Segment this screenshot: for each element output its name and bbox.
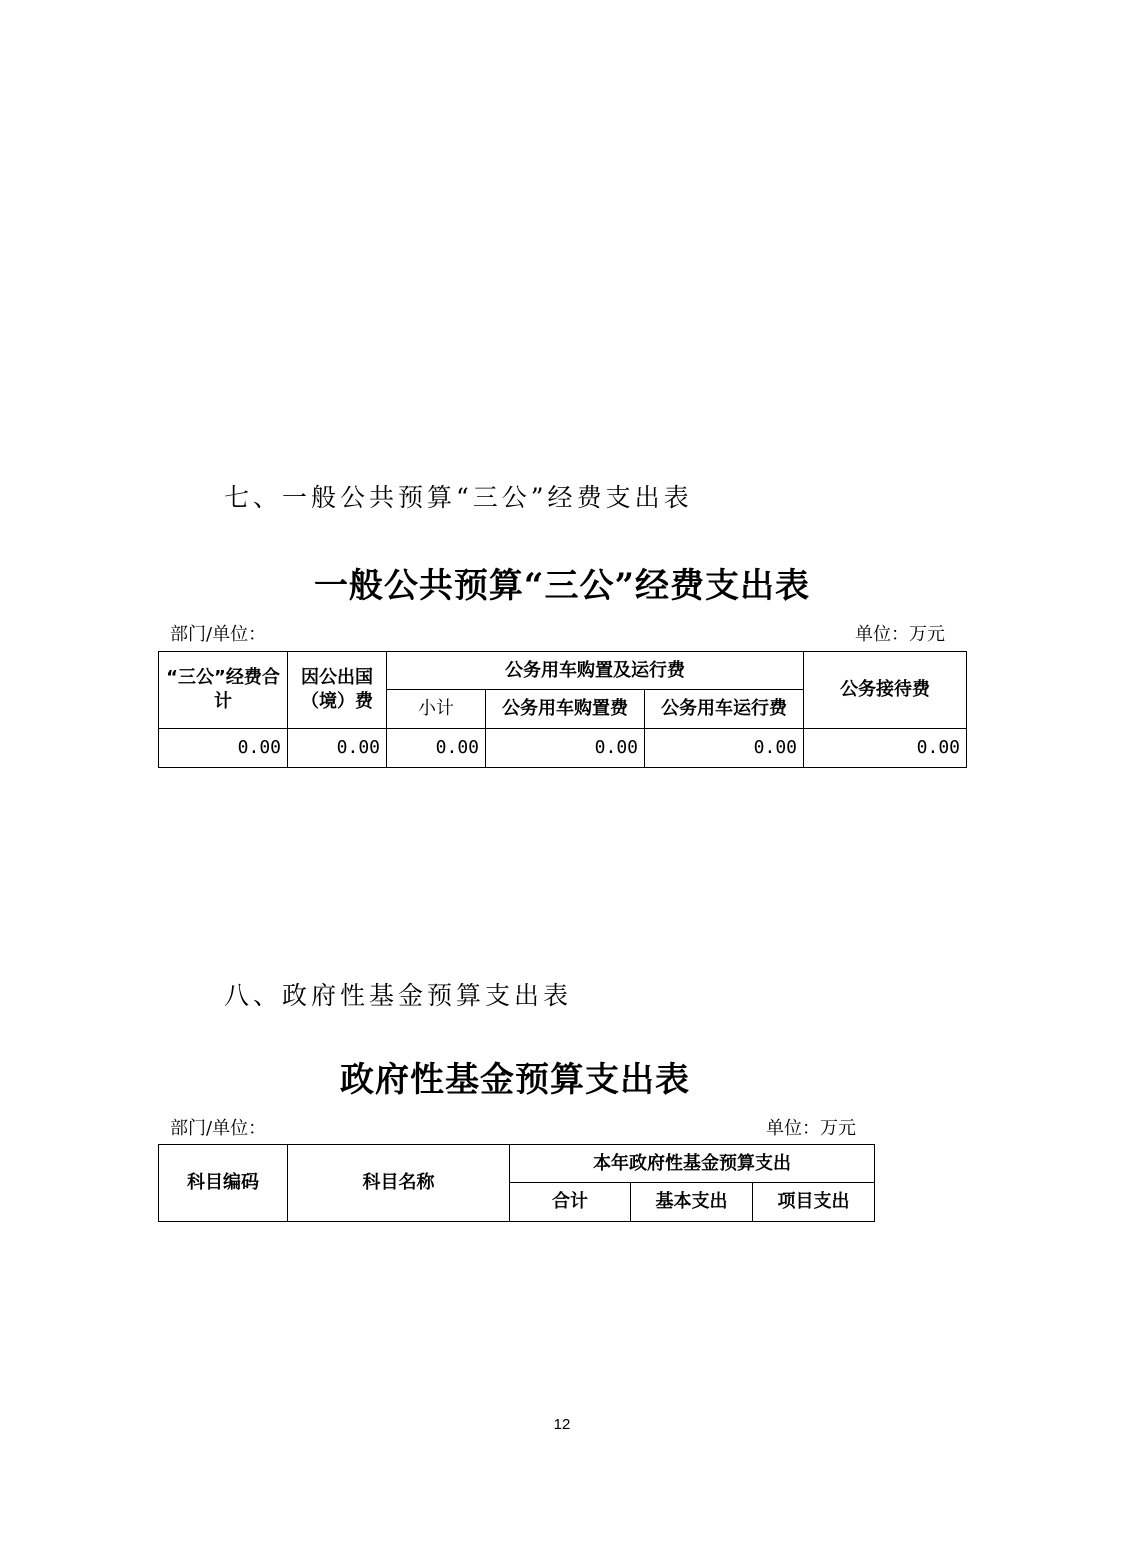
header-fund-total: 合计	[510, 1183, 631, 1222]
cell-abroad: 0.00	[288, 729, 387, 768]
cell-vehicle-operation: 0.00	[645, 729, 804, 768]
header-vehicle-purchase: 公务用车购置费	[486, 690, 645, 729]
section-heading-7: 七、一般公共预算“三公”经费支出表	[224, 483, 693, 512]
cell-subtotal: 0.00	[387, 729, 486, 768]
table-title-gov-fund: 政府性基金预算支出表	[340, 1060, 690, 1100]
unit-label-2: 单位：万元	[766, 1118, 856, 1139]
dept-label-2: 部门/单位：	[170, 1118, 267, 1139]
header-project: 项目支出	[753, 1183, 875, 1222]
cell-reception: 0.00	[804, 729, 967, 768]
table-row	[159, 729, 967, 768]
section-heading-8: 八、政府性基金预算支出表	[224, 981, 573, 1010]
table-title-three-public: 一般公共预算“三公”经费支出表	[313, 566, 811, 606]
dept-label: 部门/单位：	[170, 624, 267, 645]
gov-fund-table	[158, 1144, 875, 1222]
header-vehicle-operation: 公务用车运行费	[645, 690, 804, 729]
header-total: “三公”经费合计	[159, 652, 288, 729]
three-public-table	[158, 651, 967, 768]
cell-total: 0.00	[159, 729, 288, 768]
page-number: 12	[553, 1416, 571, 1433]
header-abroad: 因公出国（境）费	[288, 652, 387, 729]
header-fund-group: 本年政府性基金预算支出	[510, 1145, 875, 1183]
cell-vehicle-purchase: 0.00	[486, 729, 645, 768]
header-name: 科目名称	[288, 1145, 510, 1222]
header-vehicle-group: 公务用车购置及运行费	[387, 652, 804, 690]
header-subtotal: 小计	[387, 690, 486, 729]
header-reception: 公务接待费	[804, 652, 967, 729]
header-code: 科目编码	[159, 1145, 288, 1222]
unit-label: 单位：万元	[855, 624, 945, 645]
header-basic: 基本支出	[631, 1183, 753, 1222]
